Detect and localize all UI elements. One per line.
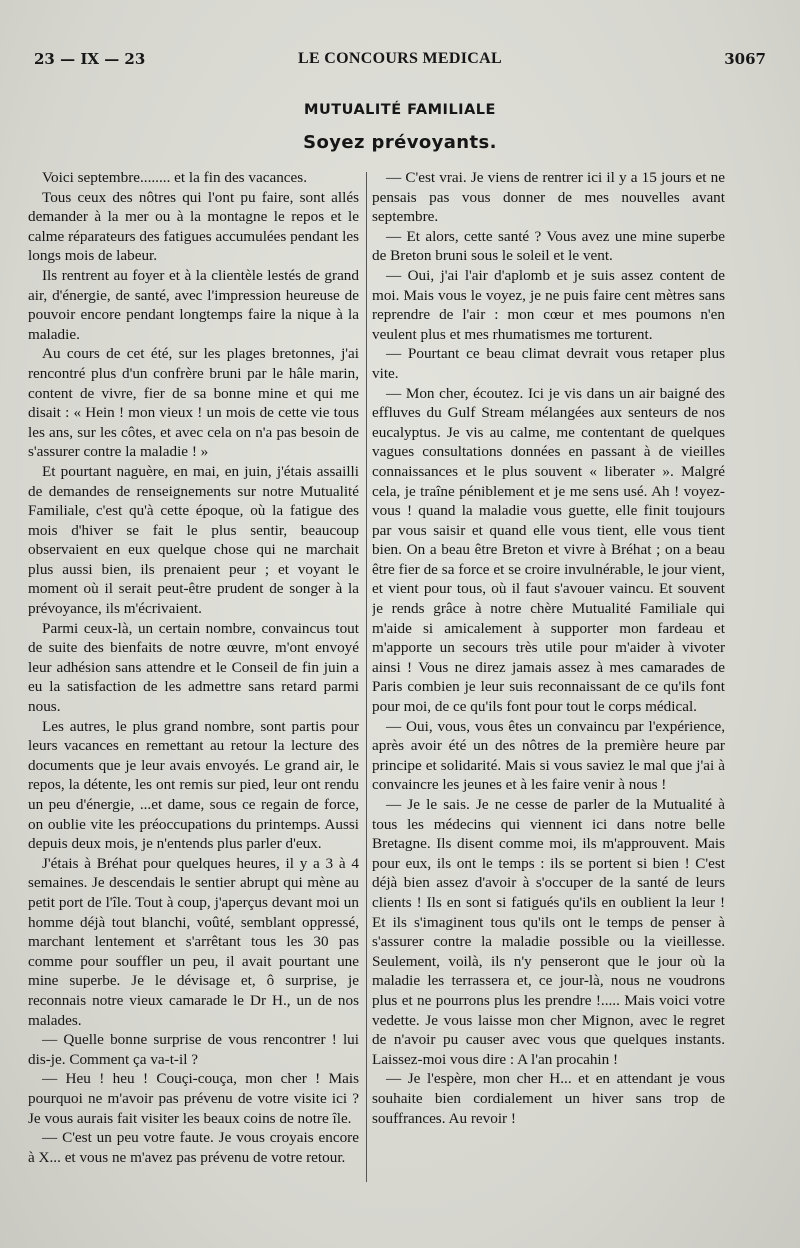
column-divider bbox=[366, 172, 367, 1182]
left-column bbox=[28, 168, 359, 1198]
paragraph: — Oui, vous, vous êtes un convaincu par l'expérience, après avoir été un des nôtres de la première heure par principe et solidarité. Mais si vous saviez le mal que j'ai à convaincre les jeunes et à les faire venir à nous ! bbox=[372, 717, 725, 794]
paragraph: — Je l'espère, mon cher H... et en attendant je vous souhaite bien cordialement un hiver sans trop de souffrances. Au revoir ! bbox=[372, 1070, 725, 1127]
section-title: MUTUALITÉ FAMILIALE bbox=[304, 102, 496, 118]
paragraph: Les autres, le plus grand nombre, sont partis pour leurs vacances en remettant au retour la lecture des documents que je leur avais envoyés. Le grand air, le repos, la détente, les ont remis sur pied, leur ont rendu un peu d'énergie, ...et dame, sous ce regain de force, on oublie vite les préoccupations du printemps. Aussi depuis deux mois, je n'entends plus parler d'eux. bbox=[28, 717, 359, 853]
header-page-number: 3067 bbox=[724, 50, 766, 68]
paragraph: J'étais à Bréhat pour quelques heures, il y a 3 à 4 semaines. Je descendais le sentier abrupt qui mène au petit port de l'île. Tout à coup, j'aperçus devant moi un homme déjà tout blanchi, voûté, semblant oppressé, marchant lentement et s'arrêtant tous les 30 pas comme pour souffler un peu, il avait pourtant une mine superbe. Je le dévisage et, ô surprise, je reconnais notre vieux camarade le Dr H., un de nos malades. bbox=[28, 854, 359, 1029]
paragraph: — Heu ! heu ! Couçi-couça, mon cher ! Mais pourquoi ne m'avoir pas prévenu de votre visite ici ? Je vous aurais fait visiter les beaux coins de notre île. bbox=[28, 1070, 359, 1127]
paragraph: Tous ceux des nôtres qui l'ont pu faire, sont allés demander à la mer ou à la montagne le repos et le calme réparateurs des fatigues accumulées pendant les longs mois de labeur. bbox=[28, 188, 359, 265]
right-column bbox=[372, 168, 725, 1198]
header-issue-date: 23 — IX — 23 bbox=[34, 50, 146, 68]
paragraph: Et pourtant naguère, en mai, en juin, j'étais assailli de demandes de renseignements sur notre Mutualité Familiale, c'est qu'à cette époque, où la fatigue des mois d'hiver se fait le plus sentir, beaucoup observaient en eux quelque chose qui ne marchait plus aussi bien, ils prenaient peur ; et voyant le moment où il serait peut-être prudent de songer à la prévoyance, ils m'écrivaient. bbox=[28, 462, 359, 618]
paragraph: — Mon cher, écoutez. Ici je vis dans un air baigné des effluves du Gulf Stream mélangées aux senteurs de nos eucalyptus. Je vis au calme, me contentant de quelques vagues consultations données en passant à de vieilles connaissances et le plus souvent « liberater ». Malgré cela, je traîne péniblement et je me sens usé. Ah ! voyez-vous ! quand la maladie vous guette, elle finit toujours par vous saisir et quand elle vous tient, elle vous tient bien. On a beau être Breton et vivre à Bréhat ; on a beau être fier de sa force et se croire invulnérable, le jour vient, et vient pour tous, où il faut s'avouer vaincu. Et souvent je rends grâce à notre chère Mutualité Familiale qui m'aide si amicalement à supporter mon fardeau et m'apporte un secours très utile pour m'aider à vivoter ainsi ! Vous ne direz jamais assez à mes camarades de Paris combien je leur suis reconnaissant de ce qu'ils font pour moi, de ce qu'ils font pour tout le corps médical. bbox=[372, 384, 725, 716]
paragraph: — C'est un peu votre faute. Je vous croyais encore à X... et vous ne m'avez pas prévenu de votre retour. bbox=[28, 1129, 359, 1166]
running-header bbox=[34, 50, 766, 70]
header-journal-title: LE CONCOURS MEDICAL bbox=[298, 50, 502, 67]
paragraph: Parmi ceux-là, un certain nombre, convaincus tout de suite des bienfaits de notre œuvre, m'ont envoyé leur adhésion sans attendre et le Conseil de fin juin a eu la satisfaction de les admettre sans retard parmi nous. bbox=[28, 619, 359, 716]
paragraph: — Oui, j'ai l'air d'aplomb et je suis assez content de moi. Mais vous le voyez, je ne puis faire cent mètres sans reprendre de l'air : mon cœur et mes poumons n'en veulent plus et mes rhumatismes me torturent. bbox=[372, 266, 725, 343]
paragraph: — Je le sais. Je ne cesse de parler de la Mutualité à tous les médecins qui viennent ici dans notre belle Bretagne. Ils disent comme moi, ils m'approuvent. Mais pour eux, ils ont le temps : ils se portent si bien ! C'est déjà bien assez d'avoir à s'occuper de la santé de leurs clients ! Ils en sont si fatigués qu'ils en oublient la leur ! Et ils s'imaginent tous qu'ils ont le temps de penser à s'assurer contre la maladie possible ou la vieillesse. Seulement, voilà, ils n'y penseront que le jour où la maladie les terrassera et, ce jour-là, nous ne voudrons plus et ne pourrons plus les prendre !..... Mais voici votre vedette. Je vous laisse mon cher Mignon, avec le regret de n'avoir pu causer avec vous que quelques instants. Laissez-moi vous dire : A l'an procahin ! bbox=[372, 796, 725, 1068]
paragraph: — Quelle bonne surprise de vous rencontrer ! lui dis-je. Comment ça va-t-il ? bbox=[28, 1031, 359, 1068]
paragraph: Ils rentrent au foyer et à la clientèle lestés de grand air, d'énergie, de santé, avec l'impression heureuse de pouvoir encore pendant longtemps faire la nique à la maladie. bbox=[28, 266, 359, 343]
paragraph: Voici septembre........ et la fin des vacances. bbox=[42, 169, 307, 186]
paragraph: — Pourtant ce beau climat devrait vous retaper plus vite. bbox=[372, 345, 725, 382]
paragraph: — C'est vrai. Je viens de rentrer ici il y a 15 jours et ne pensais pas vous donner de mes nouvelles avant septembre. bbox=[372, 169, 725, 226]
paragraph: — Et alors, cette santé ? Vous avez une mine superbe de Breton bruni sous le soleil et le vent. bbox=[372, 227, 725, 265]
paragraph: Au cours de cet été, sur les plages bretonnes, j'ai rencontré plus d'un confrère bruni par le hâle marin, content de vivre, fier de sa bonne mine et qui me disait : « Hein ! mon vieux ! un mois de cette vie tous les ans, sur les côtes, et avec cela on n'a pas besoin de s'assurer contre la maladie ! » bbox=[28, 345, 359, 461]
article-title: Soyez prévoyants. bbox=[303, 132, 497, 153]
